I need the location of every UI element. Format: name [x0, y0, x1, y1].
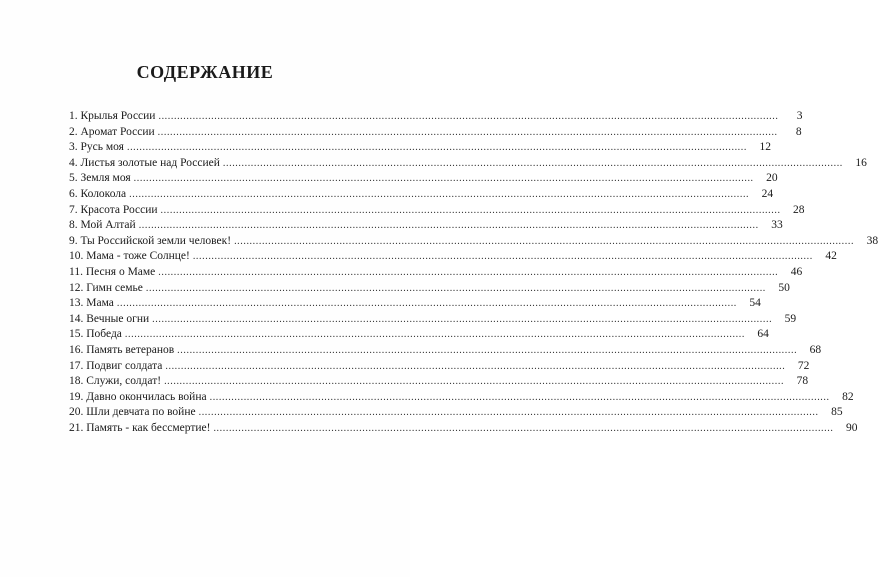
- toc-entry-page-number: 46: [790, 265, 803, 278]
- toc-entry-title: 5. Земля моя: [69, 172, 131, 185]
- toc-entry: [69, 140, 771, 156]
- dot-leader: ........................................................................................................................................................................................................: [126, 142, 747, 154]
- toc-entry: [69, 359, 810, 375]
- toc-entry: [69, 249, 837, 265]
- toc-entry-page-number: 24: [761, 187, 774, 200]
- toc-entry-page-number: 54: [749, 297, 761, 310]
- dot-leader: ........................................................................................................................................................................................................: [158, 266, 779, 278]
- toc-entry-title: 17. Подвиг солдата: [69, 359, 163, 372]
- toc-entry-page-number: 82: [842, 390, 854, 403]
- toc-entry-page-number: 33: [771, 219, 783, 232]
- toc-entry-page-number: 38: [866, 234, 878, 247]
- toc-entry-title: 14. Вечные огни: [69, 312, 150, 325]
- toc-entry: [69, 125, 802, 141]
- toc-entry-page-number: 59: [784, 312, 797, 325]
- toc-entry-page-number: 90: [845, 421, 858, 434]
- toc-entry-page-number: 72: [797, 359, 810, 372]
- dot-leader: ........................................................................................................................................................................................................: [165, 360, 786, 372]
- toc-entry: [69, 296, 761, 312]
- toc-entry-page-number: 16: [855, 156, 867, 169]
- toc-entry-page-number: 20: [766, 172, 778, 185]
- dot-leader: ........................................................................................................................................................................................................: [222, 157, 843, 169]
- toc-entry: [69, 343, 822, 359]
- toc-entry-title: 19. Давно окончилась война: [69, 390, 207, 403]
- toc-entry: [69, 327, 769, 343]
- toc-entry-title: 10. Мама - тоже Солнце!: [69, 250, 190, 263]
- toc-entry: [69, 218, 783, 234]
- dot-leader: ........................................................................................................................................................................................................: [177, 344, 798, 356]
- toc-entry: [69, 421, 858, 437]
- toc-entry-title: 1. Крылья России: [69, 110, 156, 122]
- dot-leader: ........................................................................................................................................................................................................: [213, 422, 834, 434]
- toc-entry-title: 9. Ты Российской земли человек!: [69, 234, 232, 247]
- dot-leader: ........................................................................................................................................................................................................: [129, 188, 750, 200]
- toc-entry: [69, 109, 803, 125]
- toc-entry-title: 18. Служи, солдат!: [69, 375, 162, 388]
- toc-entry-title: 2. Аромат России: [69, 125, 155, 138]
- table-of-contents: [69, 109, 878, 436]
- dot-leader: ........................................................................................................................................................................................................: [152, 313, 773, 325]
- toc-entry: [69, 203, 805, 219]
- toc-entry: [69, 187, 774, 203]
- toc-entry-page-number: 85: [831, 406, 843, 419]
- dot-leader: ........................................................................................................................................................................................................: [133, 173, 754, 185]
- toc-entry-title: 12. Гимн семье: [69, 281, 143, 294]
- toc-entry-page-number: 42: [825, 250, 837, 263]
- toc-entry-title: 8. Мой Алтай: [69, 219, 136, 232]
- toc-entry-page-number: 8: [795, 125, 802, 138]
- dot-leader: ........................................................................................................................................................................................................: [198, 407, 819, 419]
- dot-leader: ........................................................................................................................................................................................................: [145, 282, 766, 294]
- page-title: СОДЕРЖАНИЕ: [136, 62, 274, 82]
- toc-entry-page-number: 28: [793, 203, 805, 216]
- toc-entry-title: 13. Мама: [69, 297, 114, 310]
- dot-leader: ........................................................................................................................................................................................................: [160, 204, 781, 216]
- toc-entry-page-number: 12: [759, 141, 771, 154]
- toc-entry-title: 16. Память ветеранов: [69, 343, 175, 356]
- dot-leader: ........................................................................................................................................................................................................: [116, 298, 737, 310]
- toc-entry-page-number: 3: [796, 110, 803, 122]
- toc-entry: [69, 234, 878, 250]
- dot-leader: ........................................................................................................................................................................................................: [192, 251, 813, 263]
- toc-entry-title: 15. Победа: [69, 328, 122, 341]
- dot-leader: ........................................................................................................................................................................................................: [164, 376, 785, 388]
- dot-leader: ........................................................................................................................................................................................................: [124, 329, 745, 341]
- toc-entry-title: 7. Красота России: [69, 203, 158, 216]
- toc-entry-title: 21. Память - как бессмертие!: [69, 421, 211, 434]
- toc-entry-title: 11. Песня о Маме: [69, 265, 156, 278]
- dot-leader: ........................................................................................................................................................................................................: [209, 391, 830, 403]
- toc-entry-title: 4. Листья золотые над Россией: [69, 156, 220, 169]
- toc-entry: [69, 281, 790, 297]
- dot-leader: ........................................................................................................................................................................................................: [234, 235, 855, 247]
- toc-entry-title: 20. Шли девчата по войне: [69, 406, 196, 419]
- dot-leader: ........................................................................................................................................................................................................: [158, 111, 779, 122]
- toc-entry: [69, 265, 803, 281]
- toc-entry: [69, 390, 854, 406]
- toc-entry-page-number: 50: [778, 281, 790, 294]
- toc-entry-title: 6. Колокола: [69, 187, 127, 200]
- toc-entry: [69, 312, 797, 328]
- toc-entry-page-number: 64: [757, 328, 769, 341]
- toc-entry-title: 3. Русь моя: [69, 141, 124, 154]
- toc-entry-page-number: 78: [796, 375, 809, 388]
- dot-leader: ........................................................................................................................................................................................................: [157, 126, 778, 138]
- toc-entry-page-number: 68: [809, 343, 822, 356]
- toc-entry: [69, 374, 809, 390]
- toc-entry: [69, 156, 867, 172]
- toc-entry: [69, 405, 843, 421]
- dot-leader: ........................................................................................................................................................................................................: [138, 220, 759, 232]
- toc-entry: [69, 171, 778, 187]
